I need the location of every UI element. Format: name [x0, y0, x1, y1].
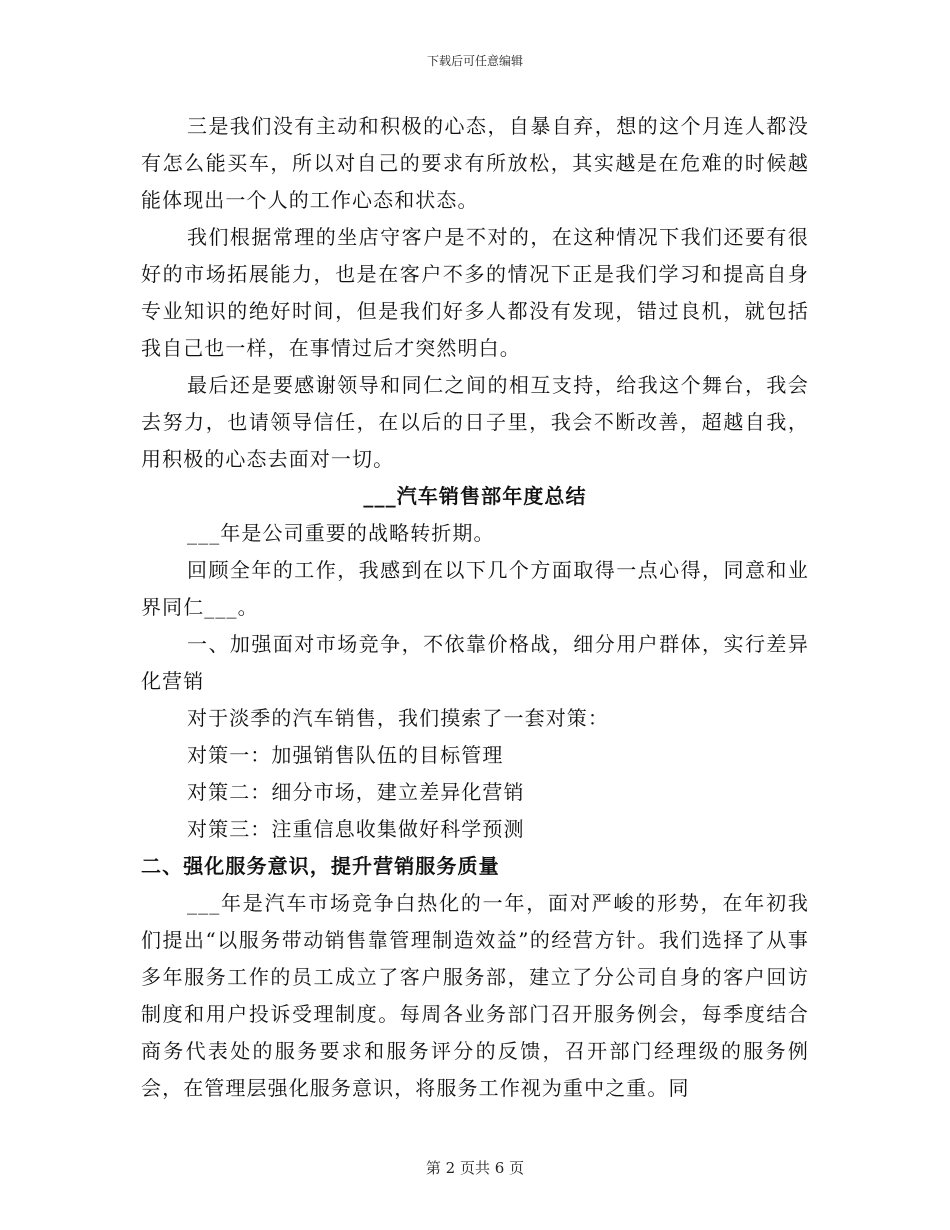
paragraph-thanks: 最后还是要感谢领导和同仁之间的相互支持，给我这个舞台，我会去努力，也请领导信任，在以后的日子里，我会不断改善，超越自我，用积极的心态去面对一切。: [141, 373, 809, 471]
paragraph-attitude: 三是我们没有主动和积极的心态，自暴自弃，想的这个月连人都没有怎么能买车，所以对自己的要求有所放松，其实越是在危难的时候越能体现出一个人的工作心态和状态。: [141, 114, 809, 212]
section-title: ___汽车销售部年度总结: [363, 484, 587, 508]
document-body: [141, 108, 809, 1107]
strategy-three: 对策三：注重信息收集做好科学预测: [187, 817, 525, 841]
strategy-one: 对策一：加强销售队伍的目标管理: [187, 743, 504, 767]
page-header: 下载后可任意编辑: [426, 54, 523, 68]
page-footer: 第 2 页共 6 页: [425, 1159, 525, 1177]
paragraph-review: 回顾全年的工作，我感到在以下几个方面取得一点心得，同意和业界同仁___。: [141, 558, 809, 619]
paragraph-strategic-year: ___年是公司重要的战略转折期。: [187, 521, 495, 545]
paragraph-market-expansion: 我们根据常理的坐店守客户是不对的，在这种情况下我们还要有很好的市场拓展能力，也是在客户不多的情况下正是我们学习和提高自身专业知识的绝好时间，但是我们好多人都没有发现，错过良机，就包括我自己也一样，在事情过后才突然明白。: [141, 225, 809, 360]
paragraph-off-season: 对于淡季的汽车销售，我们摸索了一套对策：: [187, 706, 609, 730]
heading-point-two: 二、强化服务意识，提升营销服务质量: [141, 854, 500, 878]
strategy-two: 对策二：细分市场，建立差异化营销: [187, 780, 525, 804]
heading-point-one: 一、加强面对市场竞争，不依靠价格战，细分用户群体，实行差异化营销: [141, 632, 809, 693]
paragraph-service: ___年是汽车市场竞争白热化的一年，面对严峻的形势，在年初我们提出“以服务带动销售靠管理制造效益”的经营方针。我们选择了从事多年服务工作的员工成立了客户服务部，建立了分公司自身的客户回访制度和用户投诉受理制度。每周各业务部门召开服务例会，每季度结合商务代表处的服务要求和服务评分的反馈，召开部门经理级的服务例会，在管理层强化服务意识，将服务工作视为重中之重。同: [141, 891, 809, 1100]
